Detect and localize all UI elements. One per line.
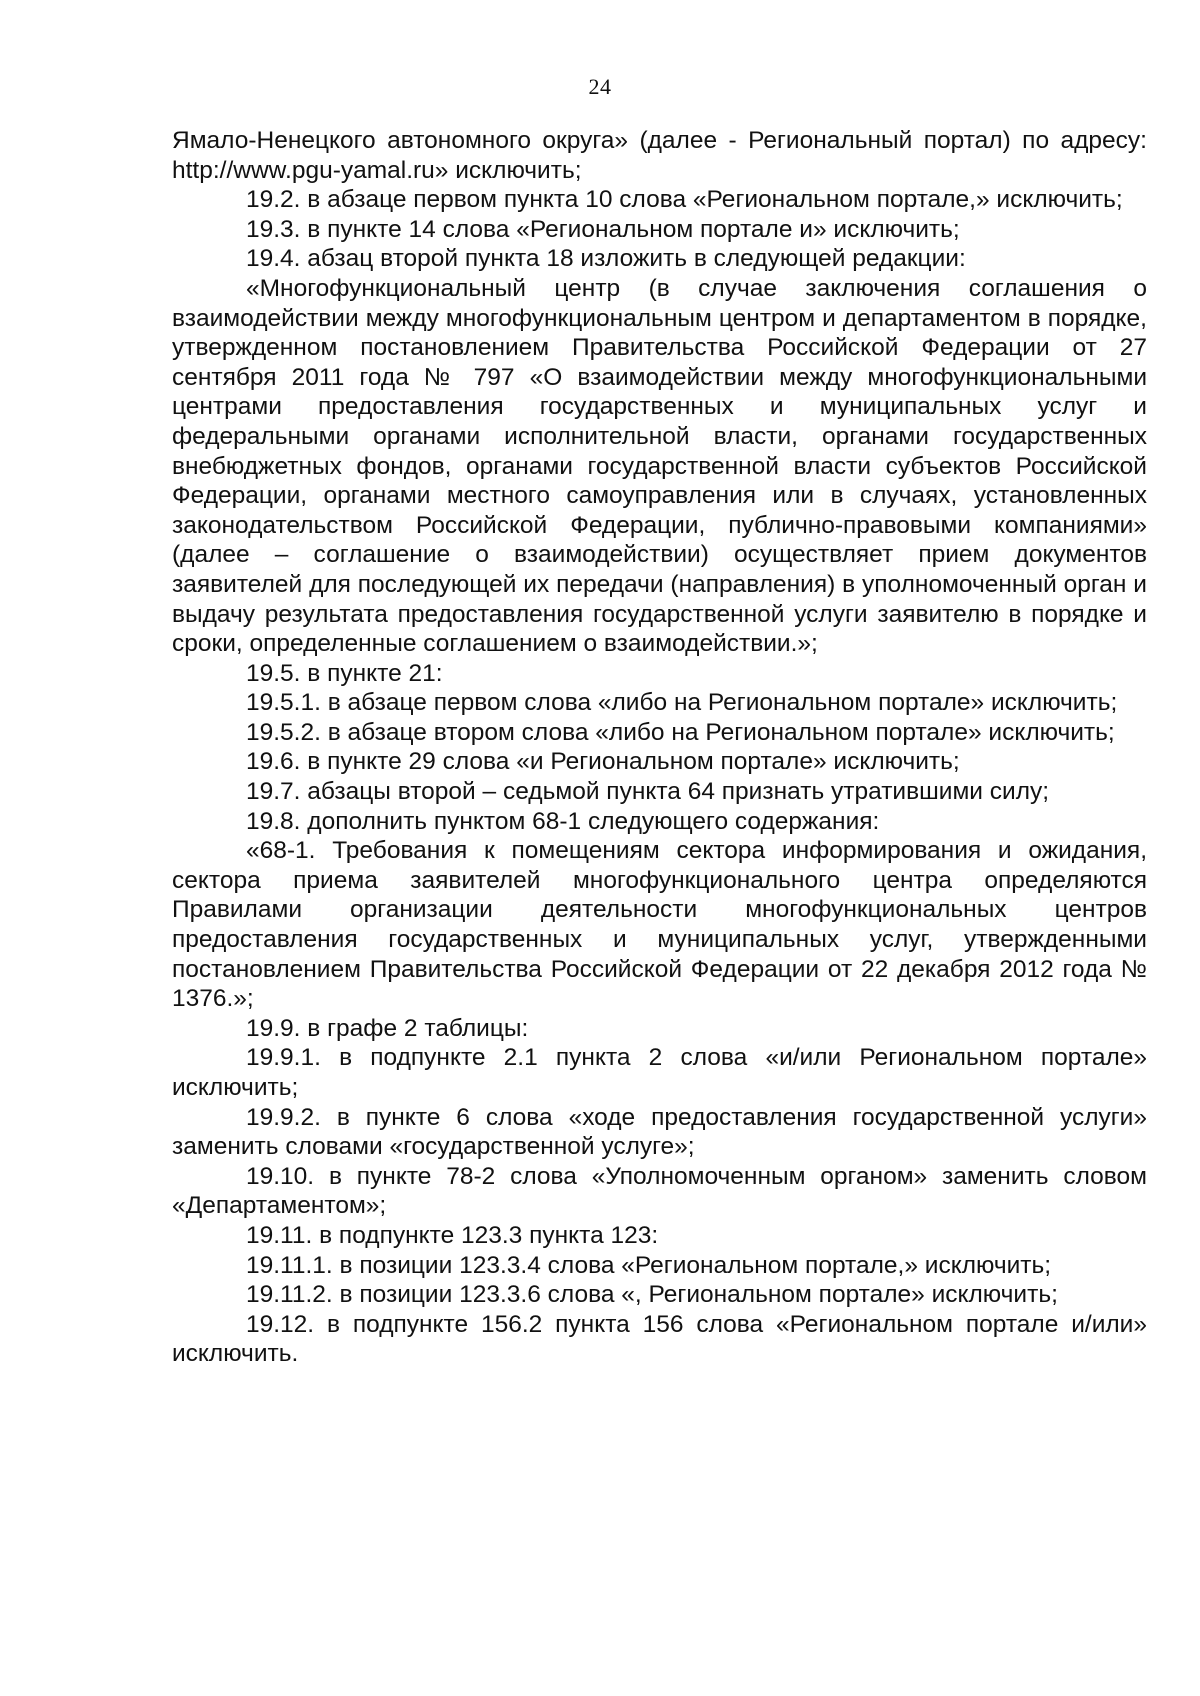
- paragraph: 19.11.2. в позиции 123.3.6 слова «, Региональном портале» исключить;: [246, 1281, 1058, 1309]
- paragraph: 19.9.1. в подпункте 2.1 пункта 2 слова «и/или Региональном портале» исключить;: [172, 1044, 1147, 1101]
- paragraph: 19.5.2. в абзаце втором слова «либо на Региональном портале» исключить;: [246, 718, 1115, 746]
- paragraph: 19.11. в подпункте 123.3 пункта 123:: [246, 1221, 659, 1249]
- paragraph: 19.5. в пункте 21:: [246, 659, 443, 687]
- paragraph: 19.5.1. в абзаце первом слова «либо на Региональном портале» исключить;: [246, 689, 1118, 717]
- paragraph: 19.2. в абзаце первом пункта 10 слова «Региональном портале,» исключить;: [246, 186, 1123, 214]
- paragraph: 19.6. в пункте 29 слова «и Региональном портале» исключить;: [246, 748, 960, 776]
- paragraph: 19.8. дополнить пунктом 68-1 следующего содержания:: [246, 807, 880, 835]
- paragraph: 19.4. абзац второй пункта 18 изложить в следующей редакции:: [246, 245, 966, 273]
- paragraph: Ямало-Ненецкого автономного округа» (далее - Региональный портал) по адресу: http://www.pgu-yamal.ru» исключить;: [172, 127, 1147, 184]
- paragraph: 19.3. в пункте 14 слова «Региональном портале и» исключить;: [246, 215, 960, 243]
- paragraph: 19.9. в графе 2 таблицы:: [246, 1014, 529, 1042]
- paragraph: 19.11.1. в позиции 123.3.4 слова «Региональном портале,» исключить;: [246, 1251, 1052, 1279]
- paragraph: 19.9.2. в пункте 6 слова «ходе предоставления государственной услуги» заменить словами «государственной услуге»;: [172, 1103, 1147, 1161]
- paragraph: 19.10. в пункте 78-2 слова «Уполномоченным органом» заменить словом «Департаментом»;: [172, 1162, 1147, 1220]
- paragraph: «Многофункциональный центр (в случае заключения соглашения о взаимодействии между многофункциональным центром и департаментом в порядке, утвержденном постановлением Правительства Российской Федерации от 27 сентября 2011 года № 797 «О взаимодействии между многофункциональными центрами предоставления государственных и муниципальных услуг и федеральными органами исполнительной власти, органами государственных внебюджетных фондов, органами государственной власти субъектов Российской Федерации, органами местного самоуправления или в случаях, установленных законодательством Российской Федерации, публично-правовыми компаниями» (далее – соглашение о взаимодействии) осуществляет прием документов заявителей для последующей их передачи (направления) в уполномоченный орган и выдачу результата предоставления государственной услуги заявителю в порядке и сроки, определенные соглашением о взаимодействии.»;: [172, 274, 1147, 658]
- paragraph: 19.7. абзацы второй – седьмой пункта 64 признать утратившими силу;: [246, 778, 1050, 806]
- paragraph: «68-1. Требования к помещениям сектора информирования и ожидания, сектора приема заявителей многофункционального центра определяются Правилами организации деятельности многофункциональных центров предоставления государственных и муниципальных услуг, утвержденными постановлением Правительства Российской Федерации от 22 декабря 2012 года № 1376.»;: [172, 837, 1147, 1013]
- page-number: 24: [588, 74, 612, 99]
- paragraph: 19.12. в подпункте 156.2 пункта 156 слова «Региональном портале и/или» исключить.: [172, 1310, 1147, 1368]
- document-body: [172, 126, 1147, 1369]
